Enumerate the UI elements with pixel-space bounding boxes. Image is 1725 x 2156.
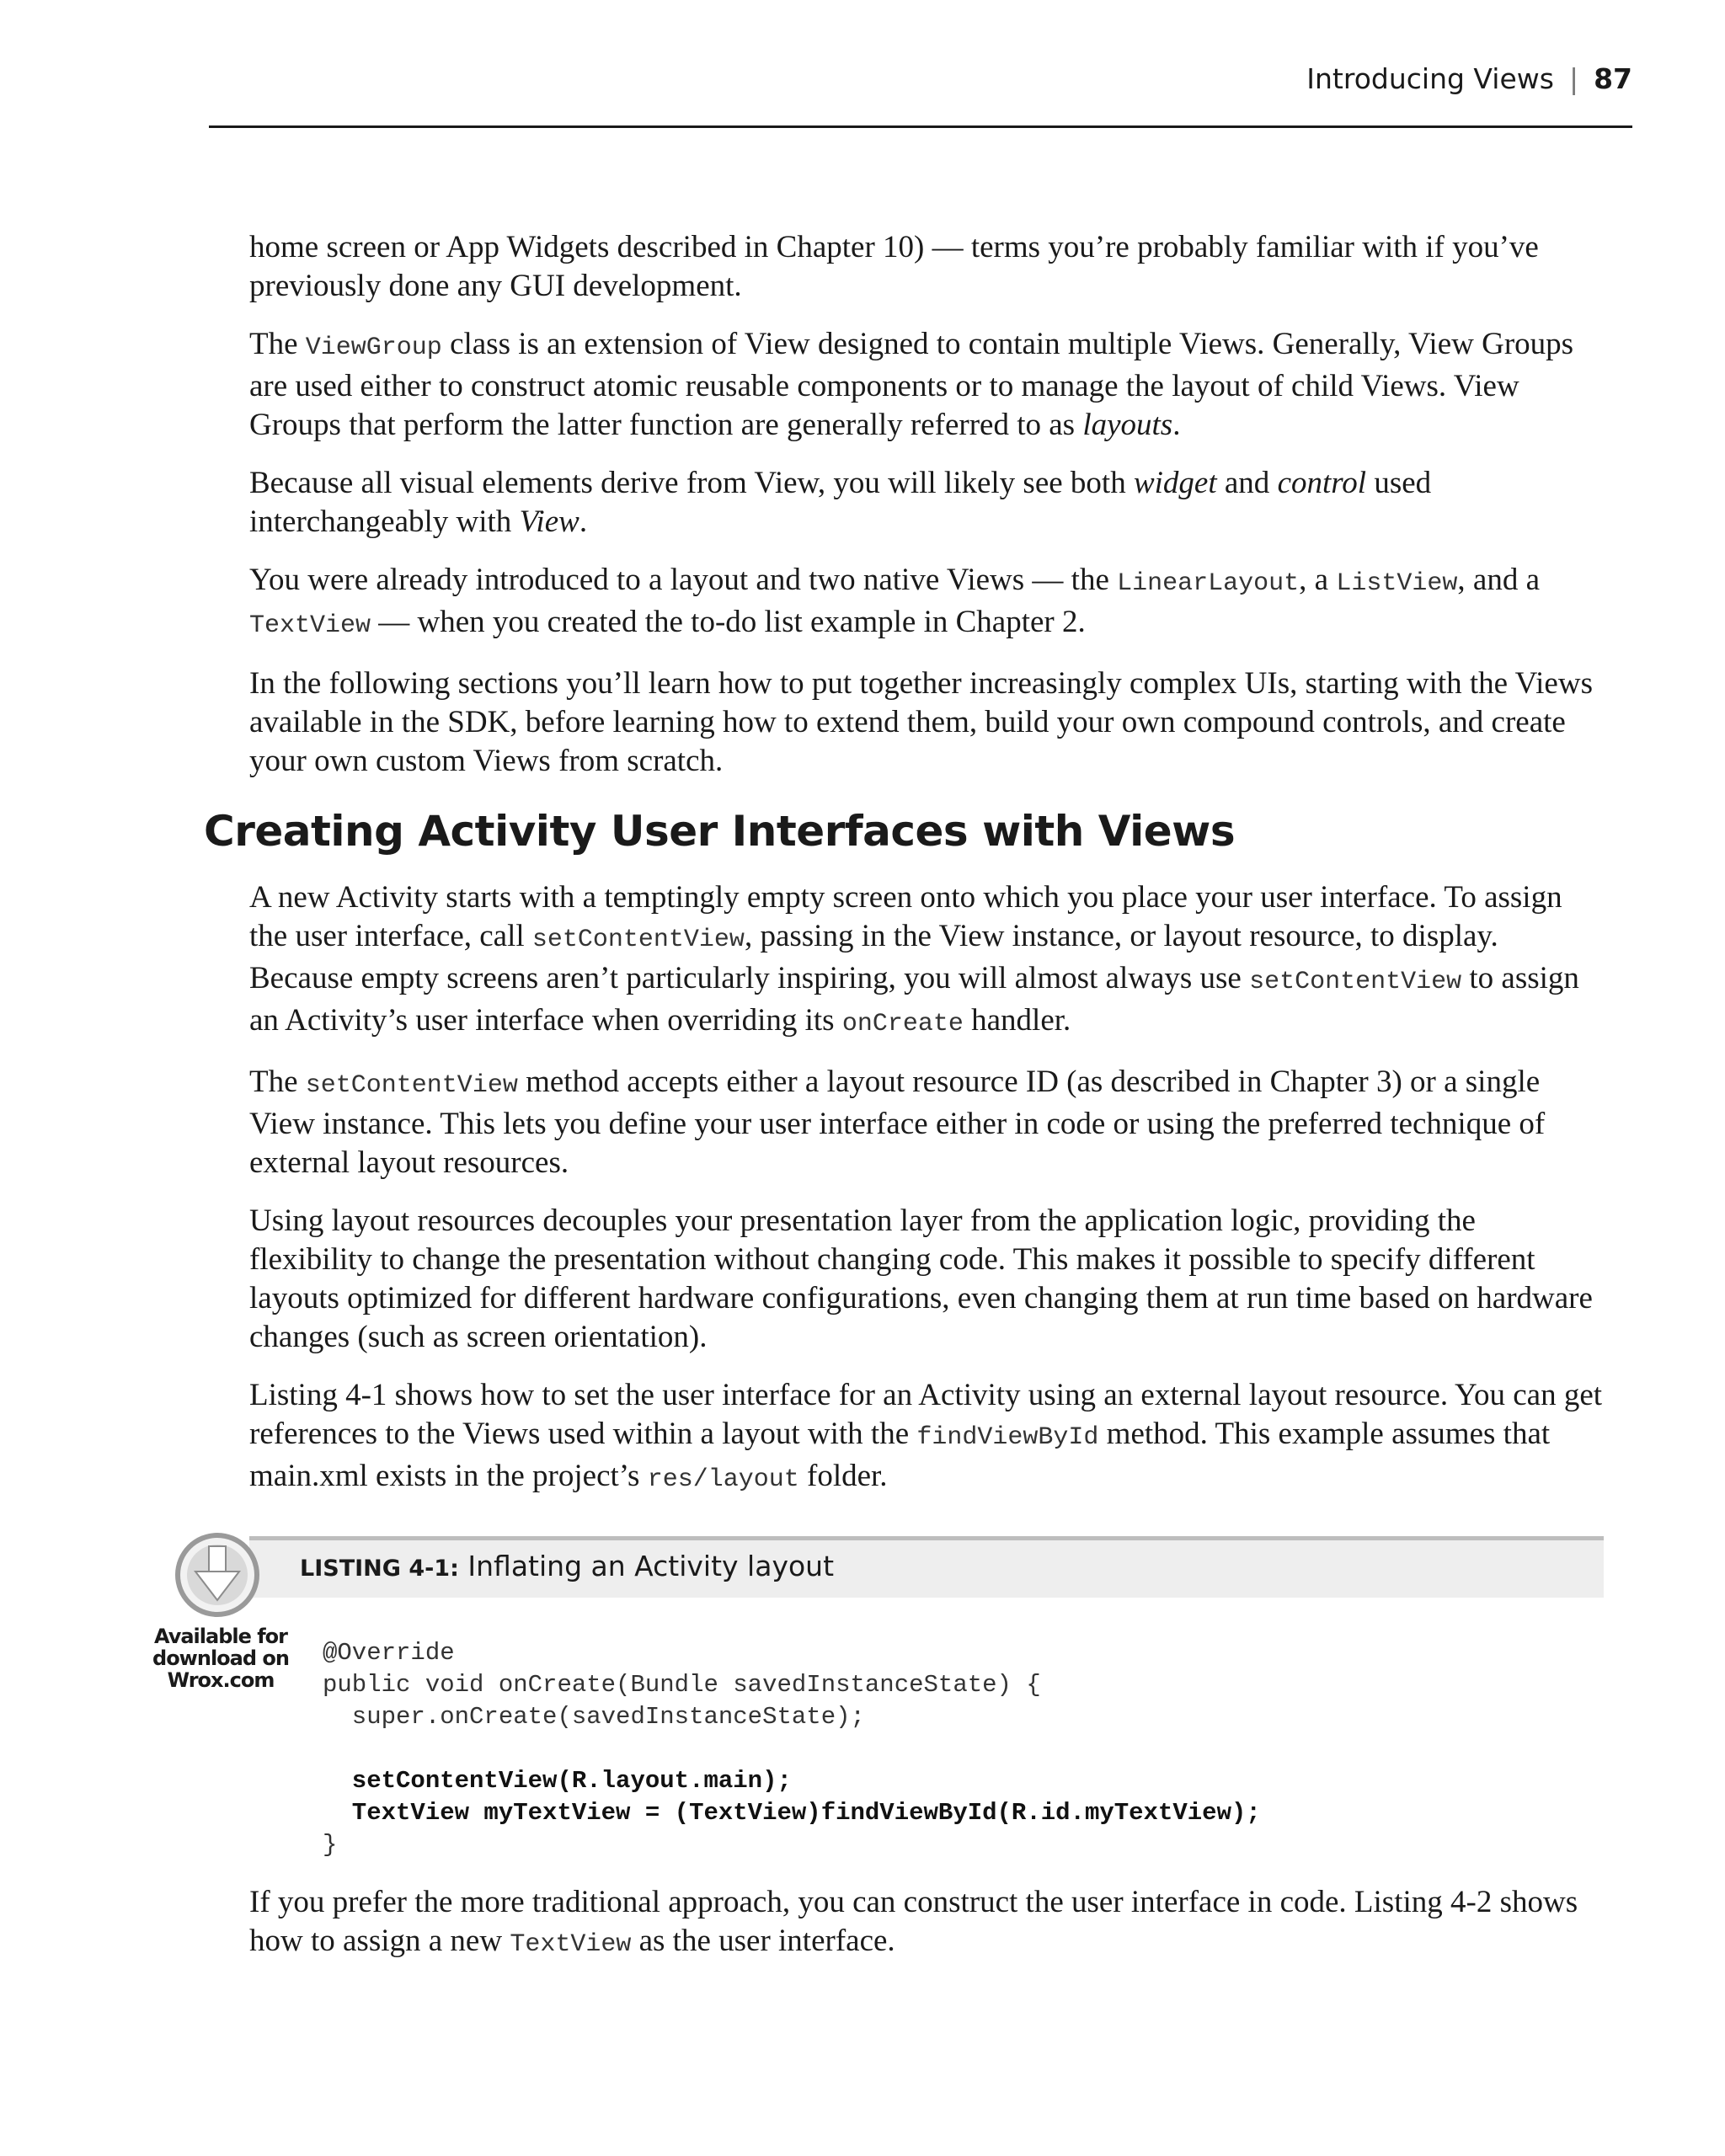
inline-code: TextView bbox=[249, 611, 371, 640]
inline-code: res/layout bbox=[647, 1465, 799, 1494]
text-run: as the user interface. bbox=[631, 1924, 895, 1958]
text-run: Listing 4-1 shows how to set the user interface for an Activity using an external layout resource. You can get references to the Views used within a layout with the bbox=[249, 1378, 1603, 1451]
running-head bbox=[211, 62, 1632, 95]
listing-label: LISTING 4-1: bbox=[300, 1556, 459, 1582]
text-run: , passing in the View instance, or layout resource, to display. Because empty screens aren’t particularly inspiring, you will almost always use bbox=[249, 919, 1498, 995]
inline-code: onCreate bbox=[841, 1010, 964, 1038]
text-run: and bbox=[1216, 466, 1278, 500]
header-rule bbox=[209, 125, 1632, 128]
code-line-bold: setContentView(R.layout.main); bbox=[323, 1767, 792, 1795]
text-run: method accepts either a layout resource ID (as described in Chapter 3) or a single View instance. This lets you define your user interface either in code or using the preferred technique of external layout resources. bbox=[249, 1065, 1546, 1180]
intro-paragraph-1: home screen or App Widgets described in Chapter 10) — terms you’re probably familiar with if you’ve previously done any GUI development. bbox=[249, 230, 1539, 303]
text-run: The bbox=[249, 327, 306, 361]
text-run: . bbox=[1172, 408, 1181, 442]
running-head-separator: | bbox=[1568, 62, 1579, 95]
inline-code: setContentView bbox=[305, 1071, 518, 1100]
code-line: super.onCreate(savedInstanceState); bbox=[323, 1703, 865, 1731]
emphasis: layouts bbox=[1082, 408, 1173, 442]
closing-paragraph bbox=[249, 1883, 1605, 1964]
page-number: 87 bbox=[1594, 62, 1632, 95]
text-run: used interchangeably with bbox=[249, 466, 1432, 539]
download-caption bbox=[145, 1625, 296, 1691]
section-paragraph-3: Using layout resources decouples your presentation layer from the application logic, providing the flexibility to change the presentation without changing code. This makes it possible to specify different layouts optimized for different hardware configurations, even changing them at run time based on hardware changes (such as screen orientation). bbox=[249, 1203, 1593, 1354]
emphasis: View bbox=[519, 504, 579, 539]
intro-paragraph-3 bbox=[249, 464, 1605, 542]
inline-code: setContentView bbox=[531, 926, 745, 954]
text-run: , a bbox=[1299, 563, 1337, 597]
text-run: , and a bbox=[1457, 563, 1540, 597]
text-run: folder. bbox=[798, 1459, 888, 1493]
code-line: public void onCreate(Bundle savedInstanceState) { bbox=[323, 1671, 1041, 1699]
listing-title bbox=[300, 1550, 834, 1582]
text-run: to assign an Activity’s user interface when overriding its bbox=[249, 961, 1579, 1038]
intro-text bbox=[249, 228, 1605, 800]
closing-text bbox=[249, 1883, 1605, 1983]
text-run: method. This example assumes that main.xml exists in the project’s bbox=[249, 1417, 1551, 1493]
section-paragraph-1 bbox=[249, 878, 1605, 1043]
text-run: The bbox=[249, 1065, 306, 1099]
download-icon[interactable] bbox=[165, 1531, 280, 1624]
text-run: You were already introduced to a layout and two native Views — the bbox=[249, 563, 1118, 597]
inline-code: ListView bbox=[1336, 569, 1458, 598]
section-text bbox=[249, 878, 1605, 1518]
inline-code: ViewGroup bbox=[305, 334, 442, 362]
download-line: download on bbox=[152, 1646, 289, 1670]
inline-code: setContentView bbox=[1249, 968, 1462, 996]
code-line-bold: TextView myTextView = (TextView)findViewById(R.id.myTextView); bbox=[323, 1799, 1261, 1827]
emphasis: widget bbox=[1133, 466, 1217, 500]
intro-paragraph-2 bbox=[249, 325, 1605, 445]
text-run: If you prefer the more traditional approach, you can construct the user interface in code. Listing 4-2 shows how to assign a new bbox=[249, 1885, 1578, 1958]
inline-code: TextView bbox=[510, 1930, 632, 1959]
code-line: } bbox=[323, 1831, 338, 1859]
inline-code: findViewById bbox=[916, 1423, 1099, 1452]
text-run: class is an extension of View designed to contain multiple Views. Generally, View Groups are used either to construct atomic reusable components or to manage the layout of child Views. View Groups that perform the latter function are generally referred to as bbox=[249, 327, 1574, 442]
text-run: — when you created the to-do list example in Chapter 2. bbox=[371, 605, 1086, 639]
running-head-section: Introducing Views bbox=[1306, 62, 1554, 95]
text-run: handler. bbox=[963, 1003, 1071, 1038]
emphasis: control bbox=[1277, 466, 1367, 500]
download-line: Wrox.com bbox=[167, 1668, 275, 1692]
intro-paragraph-4 bbox=[249, 561, 1605, 645]
intro-paragraph-5: In the following sections you’ll learn how to put together increasingly complex UIs, starting with the Views available in the SDK, before learning how to extend them, build your own compound controls, and create your own custom Views from scratch. bbox=[249, 666, 1593, 778]
section-paragraph-4 bbox=[249, 1376, 1605, 1499]
inline-code: LinearLayout bbox=[1117, 569, 1300, 598]
download-line: Available for bbox=[153, 1625, 287, 1648]
text-run: . bbox=[579, 504, 588, 539]
section-paragraph-2 bbox=[249, 1063, 1605, 1182]
section-heading: Creating Activity User Interfaces with Views bbox=[204, 807, 1236, 856]
code-listing bbox=[323, 1637, 1261, 1861]
text-run: A new Activity starts with a temptingly empty screen onto which you place your user interface. To assign the user interface, call bbox=[249, 880, 1562, 953]
code-line: @Override bbox=[323, 1639, 455, 1667]
listing-caption: Inflating an Activity layout bbox=[467, 1550, 835, 1582]
text-run: Because all visual elements derive from View, you will likely see both bbox=[249, 466, 1134, 500]
